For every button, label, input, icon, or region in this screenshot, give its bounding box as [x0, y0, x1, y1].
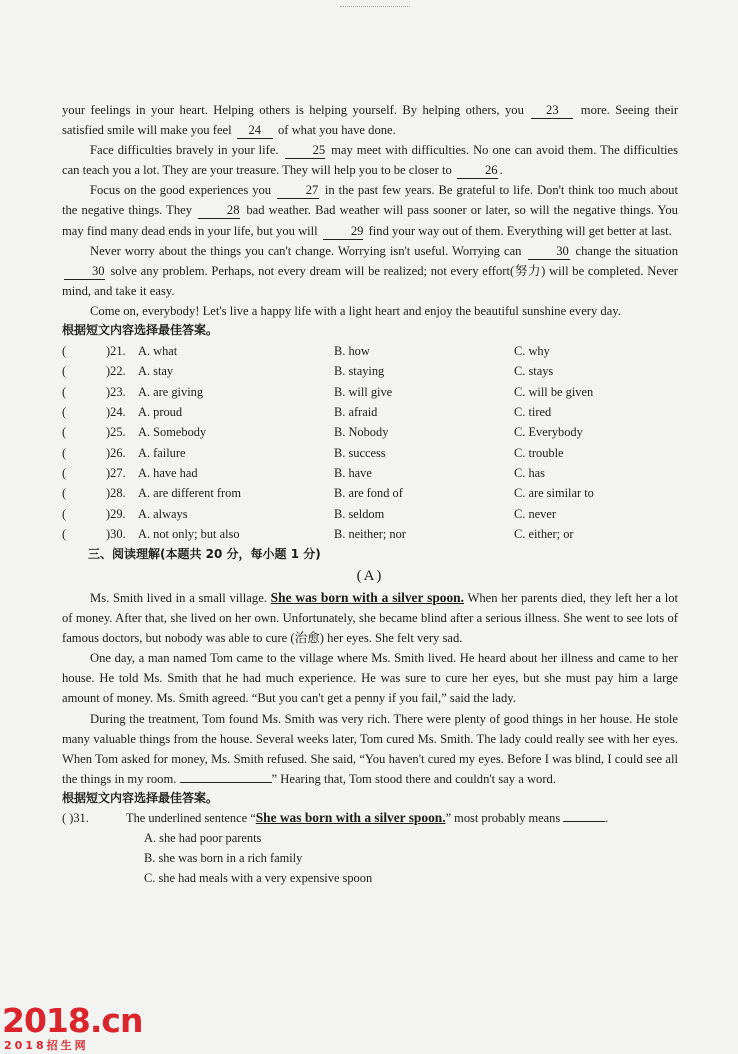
reading-paragraph-3: During the treatment, Tom found Ms. Smith was very rich. There were plenty of good things in her house. He stole many valuable things from the house. Several weeks later, Tom cured Ms. Smith. The lady could really see with her eyes. When Tom asked for money, Ms. Smith refused. She said, “You haven't cured my eyes. Before I was blind, I could see all the things in my room. ” Hearing that, Tom stood there and couldn't say a word. — [62, 711, 678, 786]
instruction-heading-2: 根据短文内容选择最佳答案。 — [62, 790, 219, 805]
blank-29: 29 — [323, 224, 364, 240]
cloze-passage — [62, 100, 678, 888]
options-table — [62, 341, 678, 544]
blank-23: 23 — [531, 103, 573, 119]
choice-31-b[interactable]: B. she was born in a rich family — [144, 851, 303, 866]
paragraph-3: Focus on the good experiences you 27 in the past few years. Be grateful to life. Don't think too much about the negative things. They 28 bad weather. Bad weather will pass sooner or later, so will the negative things. You may find many dead ends in your life, but you will 29 find your way out of them. Everything will get better at last. — [62, 183, 678, 238]
question-31: ( )31. The underlined sentence “She was born with a silver spoon.” most probably means . — [62, 808, 678, 828]
option-row-24: ( )24. A. proud B. afraid C. tired — [62, 405, 552, 420]
option-row-26: ( )26. A. failure B. success C. trouble — [62, 445, 564, 460]
paragraph-4: Never worry about the things you can't change. Worrying isn't useful. Worrying can 30 change the situation 30 solve any problem. Perhaps, not every dream will be realized; not every effort(努力) will be completed. Never mind, and take it easy. — [62, 243, 678, 298]
scan-mark — [340, 6, 410, 10]
blank-24: 24 — [237, 123, 273, 139]
blank-30a: 30 — [528, 244, 570, 260]
option-row-23: ( )23. A. are giving B. will give C. will be given — [62, 384, 594, 399]
part-a-title: (A) — [356, 568, 384, 584]
reading-paragraph-1: Ms. Smith lived in a small village. She was born with a silver spoon. When her parents died, they left her a lot of money. After that, she lived on her own. Unfortunately, she became blind after a serious illness. She went to see lots of famous doctors, but nobody was able to cure (治愈) her eyes. She felt very sad. — [62, 590, 679, 646]
option-row-28: ( )28. A. are different from B. are fond of C. are similar to — [62, 486, 594, 501]
paragraph-1: your feelings in your heart. Helping others is helping yourself. By helping others, you 23 more. Seeing their satisfied smile will make you feel 24 of what you have done. — [62, 103, 679, 138]
reading-paragraph-2: One day, a man named Tom came to the village where Ms. Smith lived. He heard about her illness and came to her house. He told Ms. Smith that he had much experience. He was sure to cure her eyes, but she must pay him a large amount of money. Ms. Smith agreed. “But you can't get a penny if you fail,” said the lady. — [62, 651, 678, 706]
site-logo: 2018.cn 2018招生网 — [2, 1001, 143, 1052]
blank-25: 25 — [285, 143, 326, 159]
blank-27: 27 — [277, 183, 319, 199]
option-row-22: ( )22. A. stay B. staying C. stays — [62, 364, 554, 379]
choice-31-a[interactable]: A. she had poor parents — [144, 831, 262, 846]
question-31-stem: The underlined sentence “She was born with a silver spoon.” most probably means . — [126, 809, 609, 825]
paragraph-2: Face difficulties bravely in your life. 25 may meet with difficulties. No one can avoid them. The difficulties can teach you a lot. They are your treasure. They will help you to be closer to 26 . — [62, 143, 678, 178]
underlined-sentence: She was born with a silver spoon. — [270, 590, 464, 605]
option-row-25: ( )25. A. Somebody B. Nobody C. Everybody — [62, 425, 583, 440]
option-row-30: ( )30. A. not only; but also B. neither; nor C. either; or — [62, 526, 574, 541]
blank-30b: 30 — [64, 264, 105, 280]
option-row-27: ( )27. A. have had B. have C. has — [62, 465, 545, 480]
section-3-heading: 三、阅读理解(本题共 20 分，每小题 1 分) — [88, 547, 321, 561]
instruction-heading-1: 根据短文内容选择最佳答案。 — [62, 323, 219, 338]
blank-26: 26 — [457, 163, 498, 179]
reading-blank — [180, 770, 272, 783]
answer-blank-31 — [563, 809, 605, 822]
blank-28: 28 — [198, 203, 240, 219]
choice-31-c[interactable]: C. she had meals with a very expensive spoon — [144, 871, 373, 886]
option-row-29: ( )29. A. always B. seldom C. never — [62, 506, 556, 521]
paragraph-5: Come on, everybody! Let's live a happy life with a light heart and enjoy the beautiful sunshine every day. — [90, 303, 621, 318]
option-row-21: ( )21. A. what B. how C. why — [62, 344, 550, 359]
